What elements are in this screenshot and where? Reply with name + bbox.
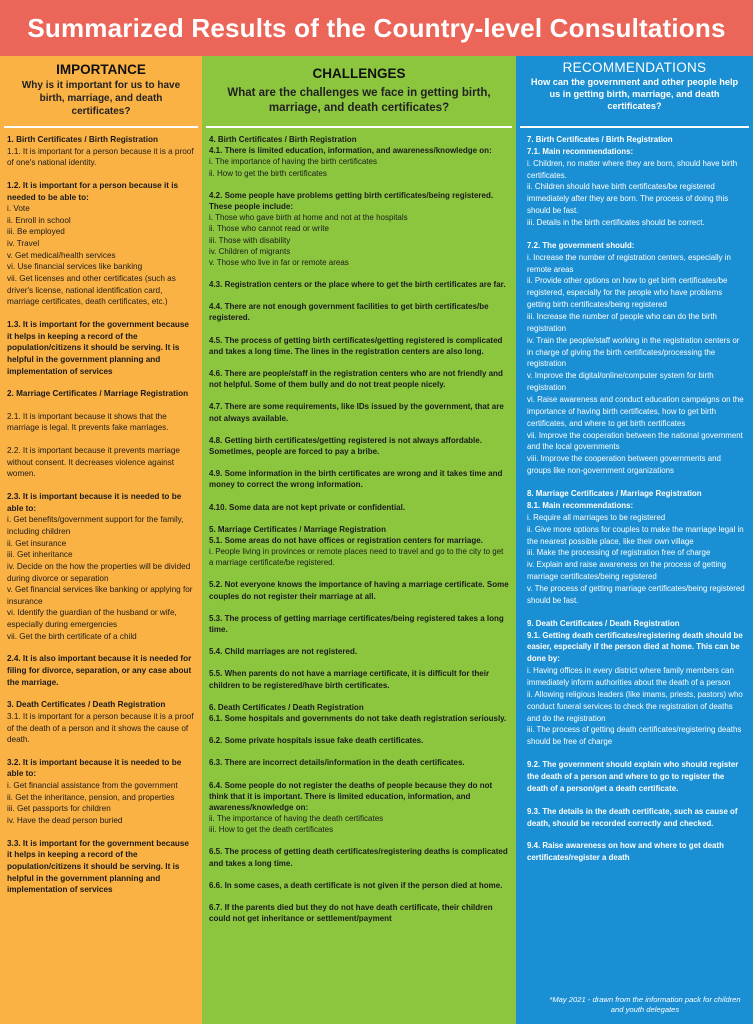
recommendations-text-line: 7. Birth Certificates / Birth Registration — [527, 135, 673, 144]
recommendations-column — [516, 56, 753, 1024]
importance-divider — [4, 126, 198, 128]
recommendations-text-line: vii. Improve the cooperation between the national government and the local governments — [527, 430, 743, 452]
challenges-text-line: 6.1. Some hospitals and governments do not take death registration seriously. — [209, 713, 507, 723]
recommendations-text-line: 9.4. Raise awareness on how and where to get death certificates/register a death — [527, 841, 724, 863]
importance-header — [0, 56, 202, 126]
challenges-text-line: 5.4. Child marriages are not registered. — [209, 647, 358, 657]
challenges-section — [209, 190, 509, 268]
challenges-section — [209, 435, 509, 457]
importance-text-line: 2.4. It is also important because it is needed for filing for divorce, separation, or any case about the marriage. — [7, 654, 192, 687]
importance-section — [7, 838, 196, 896]
challenges-text-line: 4.3. Registration centers or the place where to get the birth certificates are far. — [209, 280, 506, 290]
importance-section — [7, 491, 196, 642]
importance-text-line: vii. Get the birth certificate of a child — [7, 631, 137, 641]
challenges-body — [202, 134, 516, 1024]
importance-text-line: 3.1. It is important for a person because it is a proof of the death of a person and it shows the cause of death. — [7, 711, 194, 745]
recommendations-text-line: 9.2. The government should explain who should register the death of a person and where to go to register the death of a person/get a death certificate. — [527, 760, 739, 793]
challenges-section — [209, 301, 509, 323]
importance-text-line: iii. Be employed — [7, 227, 65, 237]
challenges-section — [209, 735, 509, 746]
recommendations-text-line: iii. Details in the birth certificates should be correct. — [527, 218, 705, 228]
importance-text-line: ii. Get the inheritance, pension, and properties — [7, 792, 175, 802]
importance-text-line: iv. Decide on the how the properties will be divided during divorce or separation — [7, 561, 191, 583]
challenges-text-line: 4.10. Some data are not kept private or confidential. — [209, 502, 406, 512]
challenges-text-line: 4.6. There are people/staff in the registration centers who are not friendly and not helpful. Some of them bully and do not treat people nicely. — [209, 369, 503, 390]
challenges-section — [209, 780, 509, 836]
challenges-section — [209, 902, 509, 924]
challenges-text-line: 4.7. There are some requirements, like IDs issued by the government, that are not always available. — [209, 402, 504, 423]
importance-text-line: vi. Use financial services like banking — [7, 262, 143, 272]
importance-text-line: i. Vote — [7, 204, 30, 214]
challenges-text-line: ii. How to get the birth certificates — [209, 168, 327, 178]
challenges-question: What are the challenges we face in getting birth, marriage, and death certificates? — [227, 87, 491, 114]
recommendations-text-line: 9.1. Getting death certificates/registering death should be easier, especially if the person died at home. This can be done by: — [527, 630, 743, 664]
importance-text-line: 2.1. It is important because it shows that the marriage is legal. It prevents fake marriages. — [7, 411, 169, 433]
recommendations-section — [527, 840, 747, 864]
challenges-section — [209, 368, 509, 390]
importance-section — [7, 757, 196, 827]
recommendations-section — [527, 240, 747, 477]
importance-text-line: 1.2. It is important for a person because it is needed to be able to: — [7, 180, 179, 202]
importance-text-line: 2.2. It is important because it prevents marriage without consent. It decreases violence against women. — [7, 446, 180, 479]
challenges-section — [209, 757, 509, 768]
importance-text-line: iv. Have the dead person buried — [7, 816, 123, 826]
importance-text-line: 2.3. It is important because it is needed to be able to: — [7, 492, 182, 513]
challenges-section — [209, 524, 509, 569]
recommendations-section — [527, 134, 747, 229]
challenges-section — [209, 335, 509, 357]
challenges-text-line: 6.6. In some cases, a death certificate is not given if the person died at home. — [209, 880, 503, 890]
recommendations-text-line: iv. Explain and raise awareness on the process of getting marriage certificates/being registered — [527, 560, 726, 582]
challenges-text-line: ii. Those who cannot read or write — [209, 224, 329, 234]
challenges-section — [209, 880, 509, 891]
importance-text-line: 3. Death Certificates / Death Registration — [7, 700, 166, 710]
recommendations-text-line: iv. Train the people/staff working in the registration centers or in charge of giving the birth certificates/processing the registration — [527, 335, 740, 369]
recommendations-text-line: ii. Give more options for couples to make the marriage legal in the nearest possible place, like their own village — [527, 524, 744, 546]
challenges-text-line: 5.5. When parents do not have a marriage certificate, it is difficult for their children to be registered/have birth certificates. — [209, 669, 490, 690]
challenges-section — [209, 702, 509, 724]
recommendations-section — [527, 806, 747, 830]
importance-text-line: iii. Get passports for children — [7, 804, 111, 814]
recommendations-text-line: 7.1. Main recommendations: — [527, 146, 634, 156]
challenges-text-line: 6.7. If the parents died but they do not have death certificate, their children could not get inheritance or settlement/payment — [209, 903, 493, 924]
importance-section — [7, 445, 196, 480]
challenges-text-line: 5.2. Not everyone knows the importance of having a marriage certificate. Some couples do not register their marriage at all. — [209, 580, 509, 601]
challenges-text-line: 6. Death Certificates / Death Registration — [209, 702, 364, 712]
challenges-section — [209, 646, 509, 657]
challenges-column — [202, 56, 516, 1024]
challenges-text-line: i. People living in provinces or remote places need to travel and go to the city to get a marriage certificate/be registered. — [209, 547, 504, 568]
challenges-divider — [206, 126, 512, 128]
importance-text-line: 1. Birth Certificates / Birth Registration — [7, 135, 159, 144]
recommendations-section — [527, 759, 747, 795]
recommendations-question: How can the government and other people help us in getting birth, marriage, and death certificates? — [530, 77, 739, 111]
challenges-text-line: 6.2. Some private hospitals issue fake death certificates. — [209, 736, 424, 746]
recommendations-text-line: i. Increase the number of registration centers, especially in remote areas — [527, 252, 731, 274]
challenges-text-line: v. Those who live in far or remote areas — [209, 257, 349, 267]
importance-text-line: 2. Marriage Certificates / Marriage Registration — [7, 389, 189, 399]
importance-heading: IMPORTANCE — [56, 62, 146, 77]
recommendations-text-line: ii. Allowing religious leaders (like imams, priests, pastors) who conduct funeral services to check the registration of deaths and do the registration — [527, 689, 743, 723]
recommendations-header — [516, 56, 753, 126]
importance-section — [7, 134, 196, 169]
recommendations-text-line: 7.2. The government should: — [527, 240, 635, 250]
challenges-text-line: 5. Marriage Certificates / Marriage Registration — [209, 524, 386, 534]
challenges-text-line: 4.8. Getting birth certificates/getting registered is not always affordable. Sometimes, people are forced to pay a bribe. — [209, 435, 482, 456]
importance-text-line: i. Get financial assistance from the government — [7, 781, 178, 791]
recommendations-text-line: iii. Make the processing of registration free of charge — [527, 548, 711, 558]
importance-section — [7, 388, 196, 400]
recommendations-section — [527, 618, 747, 748]
importance-text-line: iv. Travel — [7, 239, 40, 249]
challenges-text-line: i. The importance of having the birth certificates — [209, 157, 377, 167]
challenges-text-line: 4.4. There are not enough government facilities to get birth certificates/be registered. — [209, 302, 489, 323]
recommendations-text-line: iii. Increase the number of people who can do the birth registration — [527, 312, 717, 333]
recommendations-text-line: i. Children, no matter where they are born, should have birth certificates. — [527, 158, 738, 180]
recommendations-body — [516, 134, 753, 1024]
recommendations-text-line: iii. The process of getting death certificates/registering deaths should be free of charge — [527, 725, 742, 747]
recommendations-text-line: viii. Improve the cooperation between governments and groups like non-government organizations — [527, 454, 721, 476]
challenges-text-line: i. Those who gave birth at home and not at the hospitals — [209, 213, 408, 223]
challenges-text-line: 4.2. Some people have problems getting birth certificates/being registered. These people include: — [209, 190, 494, 211]
importance-text-line: v. Get financial services like banking or applying for insurance — [7, 585, 193, 606]
footnote: *May 2021 - drawn from the information pack for children and youth delegates — [549, 994, 741, 1015]
importance-text-line: v. Get medical/health services — [7, 250, 116, 260]
recommendations-text-line: 9. Death Certificates / Death Registration — [527, 618, 680, 628]
challenges-text-line: 4.5. The process of getting birth certificates/getting registered is complicated and takes a long time. The lines in the registration centers are also long. — [209, 335, 503, 356]
challenges-text-line: 6.4. Some people do not register the deaths of people because they do not think that it is important. There is limited education, information, and awareness/knowledge on: — [209, 780, 493, 812]
page-title: Summarized Results of the Country-level Consultations — [0, 0, 753, 56]
recommendations-divider — [520, 126, 749, 128]
challenges-section — [209, 668, 509, 690]
recommendations-text-line: 9.3. The details in the death certificate, such as cause of death, should be recorded correctly and checked. — [527, 806, 738, 828]
importance-section — [7, 411, 196, 434]
challenges-text-line: iii. Those with disability — [209, 235, 291, 245]
importance-text-line: vii. Get licenses and other certificates (such as driver's license, national identification card, marriage certificates, death certificates, etc.) — [7, 274, 176, 307]
recommendations-text-line: v. Improve the digital/online/computer system for birth registration — [527, 371, 714, 393]
challenges-text-line: 6.3. There are incorrect details/information in the death certificates. — [209, 758, 465, 768]
challenges-header — [202, 56, 516, 126]
challenges-section — [209, 846, 509, 868]
recommendations-text-line: i. Require all marriages to be registered — [527, 512, 666, 522]
importance-text-line: 1.1. It is important for a person because it is a proof of one's national identity. — [7, 146, 194, 168]
challenges-text-line: 4.1. There is limited education, information, and awareness/knowledge on: — [209, 146, 492, 156]
importance-text-line: 3.3. It is important for the government because it helps in keeping a record of the population/citizens it should be serving. It is helpful in the government planning and implementation of services — [7, 838, 189, 895]
challenges-text-line: iv. Children of migrants — [209, 246, 291, 256]
challenges-text-line: 4. Birth Certificates / Birth Registration — [209, 135, 357, 144]
importance-section — [7, 653, 196, 688]
challenges-section — [209, 134, 509, 179]
challenges-text-line: 5.3. The process of getting marriage certificates/being registered takes a long time. — [209, 613, 504, 634]
importance-body — [0, 134, 202, 1024]
importance-text-line: ii. Enroll in school — [7, 215, 71, 225]
importance-column — [0, 56, 202, 1024]
challenges-section — [209, 613, 509, 635]
importance-section — [7, 699, 196, 746]
recommendations-text-line: 8.1. Main recommendations: — [527, 500, 634, 510]
challenges-heading: CHALLENGES — [312, 66, 406, 81]
challenges-section — [209, 579, 509, 601]
challenges-text-line: iii. How to get the death certificates — [209, 825, 334, 835]
challenges-text-line: 4.9. Some information in the birth certificates are wrong and it takes time and money to correct the wrong information. — [209, 469, 503, 490]
importance-text-line: ii. Get insurance — [7, 538, 67, 548]
recommendations-text-line: v. The process of getting marriage certificates/being registered should be fast. — [527, 583, 745, 605]
challenges-section — [209, 279, 509, 290]
recommendations-text-line: ii. Provide other options on how to get birth certificates/be registered, especially for the people who have problems getting birth certificates/being registered — [527, 276, 728, 310]
importance-section — [7, 180, 196, 308]
recommendations-text-line: vi. Raise awareness and conduct education campaigns on the importance of having birth certificates, how to get birth certificates, and where to get birth certificates — [527, 395, 744, 428]
recommendations-section — [527, 488, 747, 607]
challenges-text-line: 5.1. Some areas do not have offices or registration centers for marriage. — [209, 535, 483, 545]
importance-text-line: 1.3. It is important for the government because it helps in keeping a record of the population/citizens it should be serving. It is helpful in the government planning and implementation of services — [7, 319, 189, 376]
importance-text-line: i. Get benefits/government support for the family, including children — [7, 515, 184, 536]
challenges-section — [209, 468, 509, 490]
challenges-text-line: ii. The importance of having the death certificates — [209, 814, 384, 824]
recommendations-text-line: i. Having offices in every district where family members can immediately inform authorities about the death of a person — [527, 666, 734, 687]
importance-question: Why is it important for us to have birth, marriage, and death certificates? — [21, 80, 181, 117]
importance-text-line: iii. Get inheritance — [7, 550, 73, 560]
importance-section — [7, 319, 196, 377]
recommendations-heading: RECOMMENDATIONS — [562, 60, 707, 75]
recommendations-text-line: ii. Children should have birth certificates/be registered immediately after they are born. The process of doing this should be fast. — [527, 182, 729, 216]
challenges-section — [209, 401, 509, 423]
challenges-section — [209, 502, 509, 513]
challenges-text-line: 6.5. The process of getting death certificates/registering deaths is complicated and takes a long time. — [209, 847, 508, 868]
importance-text-line: 3.2. It is important because it is needed to be able to: — [7, 757, 182, 779]
importance-text-line: vi. Identify the guardian of the husband or wife, especially during emergencies — [7, 608, 177, 630]
recommendations-text-line: 8. Marriage Certificates / Marriage Registration — [527, 489, 702, 499]
